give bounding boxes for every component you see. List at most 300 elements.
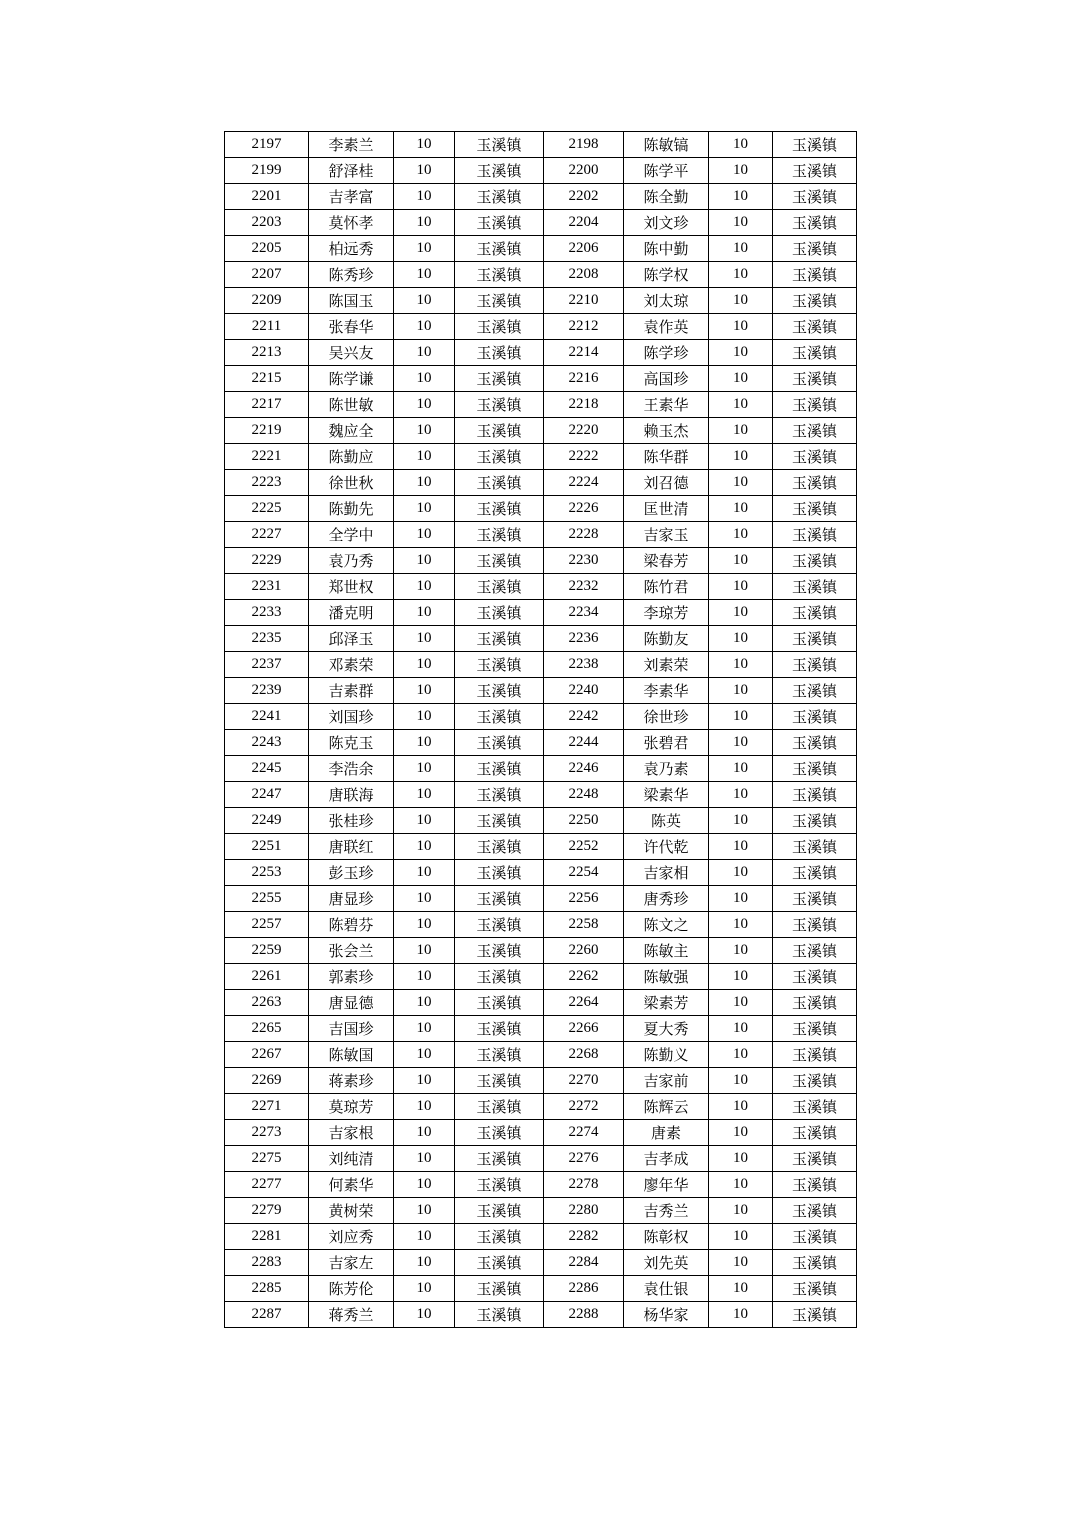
name-cell: 陈彰权 (624, 1224, 709, 1250)
table-row (225, 366, 857, 392)
amount-cell: 10 (709, 1224, 773, 1250)
name-cell: 郑世权 (309, 574, 394, 600)
town-cell: 玉溪镇 (455, 366, 544, 392)
serial-number-cell: 2197 (225, 132, 309, 158)
serial-number-cell: 2198 (544, 132, 624, 158)
town-cell: 玉溪镇 (773, 730, 857, 756)
amount-cell: 10 (394, 548, 455, 574)
serial-number-cell: 2240 (544, 678, 624, 704)
town-cell: 玉溪镇 (455, 1120, 544, 1146)
name-cell: 李素华 (624, 678, 709, 704)
name-cell: 徐世珍 (624, 704, 709, 730)
name-cell: 刘素荣 (624, 652, 709, 678)
serial-number-cell: 2242 (544, 704, 624, 730)
town-cell: 玉溪镇 (773, 132, 857, 158)
serial-number-cell: 2266 (544, 1016, 624, 1042)
table-row (225, 574, 857, 600)
amount-cell: 10 (394, 288, 455, 314)
serial-number-cell: 2256 (544, 886, 624, 912)
amount-cell: 10 (394, 392, 455, 418)
serial-number-cell: 2284 (544, 1250, 624, 1276)
serial-number-cell: 2236 (544, 626, 624, 652)
serial-number-cell: 2281 (225, 1224, 309, 1250)
name-cell: 陈敏镐 (624, 132, 709, 158)
town-cell: 玉溪镇 (455, 704, 544, 730)
town-cell: 玉溪镇 (455, 210, 544, 236)
serial-number-cell: 2244 (544, 730, 624, 756)
table-row (225, 1250, 857, 1276)
name-cell: 唐显珍 (309, 886, 394, 912)
amount-cell: 10 (394, 756, 455, 782)
table-row (225, 548, 857, 574)
serial-number-cell: 2219 (225, 418, 309, 444)
amount-cell: 10 (709, 834, 773, 860)
town-cell: 玉溪镇 (455, 834, 544, 860)
name-cell: 陈克玉 (309, 730, 394, 756)
amount-cell: 10 (394, 340, 455, 366)
town-cell: 玉溪镇 (773, 860, 857, 886)
amount-cell: 10 (394, 652, 455, 678)
town-cell: 玉溪镇 (455, 938, 544, 964)
serial-number-cell: 2209 (225, 288, 309, 314)
town-cell: 玉溪镇 (773, 1276, 857, 1302)
serial-number-cell: 2274 (544, 1120, 624, 1146)
name-cell: 陈文之 (624, 912, 709, 938)
serial-number-cell: 2214 (544, 340, 624, 366)
name-cell: 陈芳伦 (309, 1276, 394, 1302)
amount-cell: 10 (709, 860, 773, 886)
name-cell: 陈华群 (624, 444, 709, 470)
name-cell: 吉秀兰 (624, 1198, 709, 1224)
name-cell: 陈学平 (624, 158, 709, 184)
serial-number-cell: 2276 (544, 1146, 624, 1172)
amount-cell: 10 (394, 470, 455, 496)
town-cell: 玉溪镇 (455, 522, 544, 548)
name-cell: 陈敏主 (624, 938, 709, 964)
serial-number-cell: 2222 (544, 444, 624, 470)
name-cell: 吴兴友 (309, 340, 394, 366)
table-row (225, 964, 857, 990)
amount-cell: 10 (394, 418, 455, 444)
amount-cell: 10 (709, 626, 773, 652)
town-cell: 玉溪镇 (455, 496, 544, 522)
name-cell: 夏大秀 (624, 1016, 709, 1042)
town-cell: 玉溪镇 (455, 782, 544, 808)
amount-cell: 10 (394, 1146, 455, 1172)
name-cell: 吉家前 (624, 1068, 709, 1094)
table-row (225, 782, 857, 808)
serial-number-cell: 2285 (225, 1276, 309, 1302)
serial-number-cell: 2213 (225, 340, 309, 366)
town-cell: 玉溪镇 (455, 652, 544, 678)
name-cell: 莫琼芳 (309, 1094, 394, 1120)
amount-cell: 10 (709, 1016, 773, 1042)
serial-number-cell: 2260 (544, 938, 624, 964)
serial-number-cell: 2200 (544, 158, 624, 184)
serial-number-cell: 2212 (544, 314, 624, 340)
amount-cell: 10 (394, 938, 455, 964)
amount-cell: 10 (709, 600, 773, 626)
name-cell: 陈国玉 (309, 288, 394, 314)
serial-number-cell: 2267 (225, 1042, 309, 1068)
table-row (225, 1276, 857, 1302)
amount-cell: 10 (709, 470, 773, 496)
amount-cell: 10 (394, 1172, 455, 1198)
serial-number-cell: 2206 (544, 236, 624, 262)
town-cell: 玉溪镇 (455, 1302, 544, 1328)
amount-cell: 10 (709, 1198, 773, 1224)
table-row (225, 938, 857, 964)
town-cell: 玉溪镇 (773, 210, 857, 236)
town-cell: 玉溪镇 (773, 782, 857, 808)
name-cell: 陈敏强 (624, 964, 709, 990)
serial-number-cell: 2249 (225, 808, 309, 834)
serial-number-cell: 2268 (544, 1042, 624, 1068)
town-cell: 玉溪镇 (455, 860, 544, 886)
town-cell: 玉溪镇 (455, 1016, 544, 1042)
table-row (225, 860, 857, 886)
serial-number-cell: 2227 (225, 522, 309, 548)
serial-number-cell: 2282 (544, 1224, 624, 1250)
name-cell: 陈学珍 (624, 340, 709, 366)
table-row (225, 886, 857, 912)
amount-cell: 10 (394, 860, 455, 886)
serial-number-cell: 2275 (225, 1146, 309, 1172)
name-cell: 陈全勤 (624, 184, 709, 210)
serial-number-cell: 2287 (225, 1302, 309, 1328)
name-cell: 刘纯清 (309, 1146, 394, 1172)
name-cell: 杨华家 (624, 1302, 709, 1328)
town-cell: 玉溪镇 (773, 626, 857, 652)
serial-number-cell: 2228 (544, 522, 624, 548)
amount-cell: 10 (394, 132, 455, 158)
amount-cell: 10 (394, 626, 455, 652)
serial-number-cell: 2258 (544, 912, 624, 938)
town-cell: 玉溪镇 (773, 418, 857, 444)
town-cell: 玉溪镇 (773, 1250, 857, 1276)
town-cell: 玉溪镇 (455, 444, 544, 470)
name-cell: 张桂珍 (309, 808, 394, 834)
name-cell: 张春华 (309, 314, 394, 340)
amount-cell: 10 (709, 756, 773, 782)
serial-number-cell: 2217 (225, 392, 309, 418)
name-cell: 许代乾 (624, 834, 709, 860)
amount-cell: 10 (709, 1276, 773, 1302)
town-cell: 玉溪镇 (773, 1042, 857, 1068)
amount-cell: 10 (394, 1068, 455, 1094)
town-cell: 玉溪镇 (455, 158, 544, 184)
town-cell: 玉溪镇 (455, 1094, 544, 1120)
serial-number-cell: 2259 (225, 938, 309, 964)
amount-cell: 10 (394, 158, 455, 184)
name-cell: 陈中勤 (624, 236, 709, 262)
table-row (225, 1120, 857, 1146)
table-row (225, 626, 857, 652)
name-cell: 蒋素珍 (309, 1068, 394, 1094)
serial-number-cell: 2223 (225, 470, 309, 496)
table-row (225, 236, 857, 262)
town-cell: 玉溪镇 (455, 470, 544, 496)
amount-cell: 10 (709, 964, 773, 990)
serial-number-cell: 2245 (225, 756, 309, 782)
serial-number-cell: 2237 (225, 652, 309, 678)
town-cell: 玉溪镇 (773, 1120, 857, 1146)
amount-cell: 10 (709, 652, 773, 678)
name-cell: 陈勤应 (309, 444, 394, 470)
table-row (225, 912, 857, 938)
table-row (225, 1042, 857, 1068)
amount-cell: 10 (709, 184, 773, 210)
town-cell: 玉溪镇 (773, 1146, 857, 1172)
town-cell: 玉溪镇 (773, 184, 857, 210)
serial-number-cell: 2241 (225, 704, 309, 730)
name-cell: 黄树荣 (309, 1198, 394, 1224)
serial-number-cell: 2210 (544, 288, 624, 314)
amount-cell: 10 (394, 730, 455, 756)
name-cell: 李琼芳 (624, 600, 709, 626)
amount-cell: 10 (394, 1016, 455, 1042)
amount-cell: 10 (394, 834, 455, 860)
town-cell: 玉溪镇 (455, 912, 544, 938)
table-row (225, 756, 857, 782)
name-cell: 匡世清 (624, 496, 709, 522)
amount-cell: 10 (709, 132, 773, 158)
serial-number-cell: 2234 (544, 600, 624, 626)
town-cell: 玉溪镇 (455, 964, 544, 990)
serial-number-cell: 2199 (225, 158, 309, 184)
amount-cell: 10 (394, 964, 455, 990)
serial-number-cell: 2215 (225, 366, 309, 392)
name-cell: 陈勤友 (624, 626, 709, 652)
name-cell: 刘应秀 (309, 1224, 394, 1250)
amount-cell: 10 (709, 1042, 773, 1068)
amount-cell: 10 (709, 912, 773, 938)
name-cell: 袁乃素 (624, 756, 709, 782)
serial-number-cell: 2271 (225, 1094, 309, 1120)
name-cell: 陈学谦 (309, 366, 394, 392)
name-cell: 廖年华 (624, 1172, 709, 1198)
town-cell: 玉溪镇 (455, 392, 544, 418)
serial-number-cell: 2205 (225, 236, 309, 262)
name-cell: 吉家相 (624, 860, 709, 886)
name-cell: 刘召德 (624, 470, 709, 496)
table-row (225, 496, 857, 522)
serial-number-cell: 2216 (544, 366, 624, 392)
serial-number-cell: 2252 (544, 834, 624, 860)
amount-cell: 10 (709, 938, 773, 964)
serial-number-cell: 2239 (225, 678, 309, 704)
town-cell: 玉溪镇 (773, 1302, 857, 1328)
serial-number-cell: 2238 (544, 652, 624, 678)
serial-number-cell: 2211 (225, 314, 309, 340)
amount-cell: 10 (394, 236, 455, 262)
town-cell: 玉溪镇 (773, 938, 857, 964)
amount-cell: 10 (709, 782, 773, 808)
serial-number-cell: 2207 (225, 262, 309, 288)
serial-number-cell: 2278 (544, 1172, 624, 1198)
serial-number-cell: 2257 (225, 912, 309, 938)
amount-cell: 10 (709, 496, 773, 522)
town-cell: 玉溪镇 (773, 470, 857, 496)
town-cell: 玉溪镇 (455, 184, 544, 210)
name-cell: 刘太琼 (624, 288, 709, 314)
town-cell: 玉溪镇 (773, 574, 857, 600)
amount-cell: 10 (709, 418, 773, 444)
amount-cell: 10 (709, 314, 773, 340)
name-cell: 彭玉珍 (309, 860, 394, 886)
name-cell: 陈碧芬 (309, 912, 394, 938)
town-cell: 玉溪镇 (773, 678, 857, 704)
town-cell: 玉溪镇 (455, 288, 544, 314)
amount-cell: 10 (394, 782, 455, 808)
town-cell: 玉溪镇 (773, 756, 857, 782)
town-cell: 玉溪镇 (773, 704, 857, 730)
roster-table (224, 131, 857, 1328)
name-cell: 陈勤先 (309, 496, 394, 522)
town-cell: 玉溪镇 (455, 1146, 544, 1172)
name-cell: 刘国珍 (309, 704, 394, 730)
name-cell: 魏应全 (309, 418, 394, 444)
name-cell: 王素华 (624, 392, 709, 418)
town-cell: 玉溪镇 (773, 548, 857, 574)
amount-cell: 10 (394, 704, 455, 730)
amount-cell: 10 (709, 808, 773, 834)
table-row (225, 210, 857, 236)
amount-cell: 10 (709, 210, 773, 236)
name-cell: 陈秀珍 (309, 262, 394, 288)
amount-cell: 10 (709, 574, 773, 600)
table-row (225, 1068, 857, 1094)
serial-number-cell: 2208 (544, 262, 624, 288)
town-cell: 玉溪镇 (455, 236, 544, 262)
amount-cell: 10 (709, 340, 773, 366)
serial-number-cell: 2280 (544, 1198, 624, 1224)
amount-cell: 10 (394, 522, 455, 548)
serial-number-cell: 2283 (225, 1250, 309, 1276)
table-row (225, 314, 857, 340)
name-cell: 莫怀孝 (309, 210, 394, 236)
amount-cell: 10 (394, 1276, 455, 1302)
name-cell: 陈勤义 (624, 1042, 709, 1068)
amount-cell: 10 (709, 886, 773, 912)
amount-cell: 10 (394, 808, 455, 834)
name-cell: 陈竹君 (624, 574, 709, 600)
serial-number-cell: 2233 (225, 600, 309, 626)
table-row (225, 1146, 857, 1172)
amount-cell: 10 (709, 392, 773, 418)
table-row (225, 340, 857, 366)
serial-number-cell: 2261 (225, 964, 309, 990)
amount-cell: 10 (709, 730, 773, 756)
table-row (225, 1094, 857, 1120)
town-cell: 玉溪镇 (455, 574, 544, 600)
amount-cell: 10 (709, 158, 773, 184)
town-cell: 玉溪镇 (773, 886, 857, 912)
town-cell: 玉溪镇 (455, 314, 544, 340)
roster-table-body (225, 132, 857, 1328)
serial-number-cell: 2272 (544, 1094, 624, 1120)
serial-number-cell: 2251 (225, 834, 309, 860)
town-cell: 玉溪镇 (773, 1094, 857, 1120)
name-cell: 蒋秀兰 (309, 1302, 394, 1328)
town-cell: 玉溪镇 (773, 392, 857, 418)
amount-cell: 10 (709, 704, 773, 730)
name-cell: 唐联海 (309, 782, 394, 808)
town-cell: 玉溪镇 (773, 366, 857, 392)
town-cell: 玉溪镇 (455, 262, 544, 288)
table-row (225, 522, 857, 548)
town-cell: 玉溪镇 (455, 886, 544, 912)
serial-number-cell: 2263 (225, 990, 309, 1016)
name-cell: 陈世敏 (309, 392, 394, 418)
serial-number-cell: 2246 (544, 756, 624, 782)
table-row (225, 262, 857, 288)
name-cell: 潘克明 (309, 600, 394, 626)
table-row (225, 1198, 857, 1224)
table-row (225, 1302, 857, 1328)
town-cell: 玉溪镇 (773, 1068, 857, 1094)
amount-cell: 10 (394, 210, 455, 236)
table-row (225, 288, 857, 314)
name-cell: 唐秀珍 (624, 886, 709, 912)
amount-cell: 10 (709, 288, 773, 314)
amount-cell: 10 (394, 314, 455, 340)
town-cell: 玉溪镇 (455, 756, 544, 782)
table-row (225, 1224, 857, 1250)
amount-cell: 10 (709, 262, 773, 288)
town-cell: 玉溪镇 (773, 236, 857, 262)
amount-cell: 10 (709, 990, 773, 1016)
town-cell: 玉溪镇 (455, 418, 544, 444)
amount-cell: 10 (709, 1094, 773, 1120)
amount-cell: 10 (394, 886, 455, 912)
amount-cell: 10 (709, 366, 773, 392)
name-cell: 全学中 (309, 522, 394, 548)
amount-cell: 10 (394, 1250, 455, 1276)
name-cell: 吉家左 (309, 1250, 394, 1276)
name-cell: 陈学权 (624, 262, 709, 288)
name-cell: 邱泽玉 (309, 626, 394, 652)
serial-number-cell: 2254 (544, 860, 624, 886)
amount-cell: 10 (709, 1172, 773, 1198)
serial-number-cell: 2226 (544, 496, 624, 522)
amount-cell: 10 (709, 1068, 773, 1094)
town-cell: 玉溪镇 (773, 314, 857, 340)
serial-number-cell: 2264 (544, 990, 624, 1016)
name-cell: 吉家根 (309, 1120, 394, 1146)
table-row (225, 132, 857, 158)
serial-number-cell: 2229 (225, 548, 309, 574)
serial-number-cell: 2253 (225, 860, 309, 886)
amount-cell: 10 (709, 548, 773, 574)
town-cell: 玉溪镇 (455, 132, 544, 158)
name-cell: 袁作英 (624, 314, 709, 340)
town-cell: 玉溪镇 (773, 288, 857, 314)
table-row (225, 1172, 857, 1198)
table-row (225, 600, 857, 626)
name-cell: 赖玉杰 (624, 418, 709, 444)
table-row (225, 1016, 857, 1042)
serial-number-cell: 2247 (225, 782, 309, 808)
town-cell: 玉溪镇 (455, 1198, 544, 1224)
amount-cell: 10 (394, 600, 455, 626)
serial-number-cell: 2273 (225, 1120, 309, 1146)
name-cell: 袁仕银 (624, 1276, 709, 1302)
serial-number-cell: 2269 (225, 1068, 309, 1094)
serial-number-cell: 2270 (544, 1068, 624, 1094)
name-cell: 吉孝富 (309, 184, 394, 210)
name-cell: 何素华 (309, 1172, 394, 1198)
